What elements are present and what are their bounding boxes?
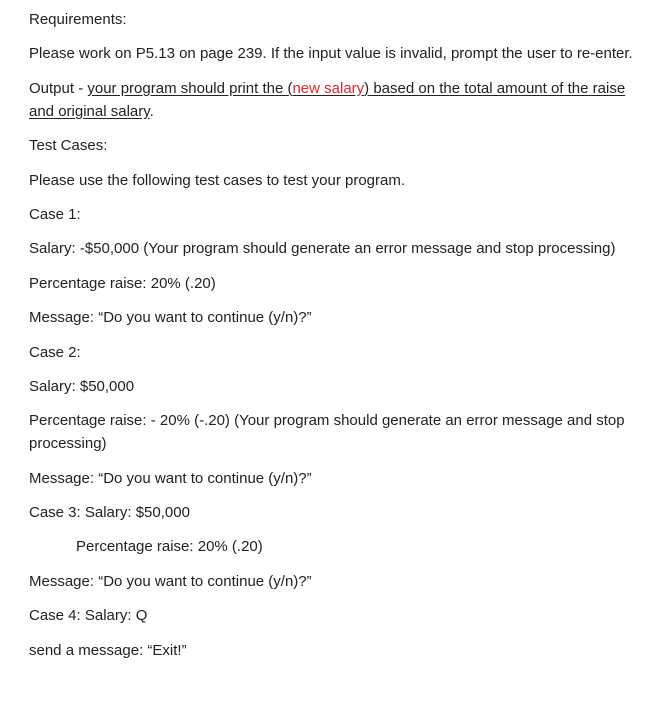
- case4-title-salary: Case 4: Salary: Q: [29, 607, 148, 625]
- case3-raise: Percentage raise: 20% (.20): [76, 538, 263, 556]
- instructions-paragraph: Please use the following test cases to test your program.: [29, 171, 406, 189]
- case4-message: send a message: “Exit!”: [29, 641, 187, 659]
- output-label: Output -: [29, 79, 88, 97]
- case1-salary: Salary: -$50,000 (Your program should generate an error message and stop processing): [29, 240, 616, 258]
- case1-raise: Percentage raise: 20% (.20): [29, 274, 216, 292]
- case3-title-salary: Case 3: Salary: $50,000: [29, 504, 190, 522]
- case2-message: Message: “Do you want to continue (y/n)?”: [29, 469, 312, 487]
- case3-message: Message: “Do you want to continue (y/n)?”: [29, 572, 312, 590]
- new-salary-highlight: new salary: [292, 79, 365, 97]
- case2-salary: Salary: $50,000: [29, 377, 135, 395]
- document-body: [29, 8, 654, 673]
- test-cases-heading: Test Cases:: [29, 137, 108, 155]
- case2-raise: Percentage raise: - 20% (-.20) (Your program should generate an error message and stop processing): [29, 412, 625, 453]
- output-paragraph: Output - your program should print the (new salary) based on the total amount of the raise and original salary.: [29, 79, 626, 120]
- case1-title: Case 1:: [29, 205, 81, 223]
- case1-message: Message: “Do you want to continue (y/n)?”: [29, 309, 312, 327]
- assignment-paragraph: Please work on P5.13 on page 239. If the input value is invalid, prompt the user to re-enter.: [29, 45, 633, 63]
- output-underlined-text: your program should print the (new salary) based on the total amount of the raise and original salary: [29, 79, 626, 120]
- requirements-heading: Requirements:: [29, 11, 127, 28]
- case2-title: Case 2:: [29, 343, 81, 361]
